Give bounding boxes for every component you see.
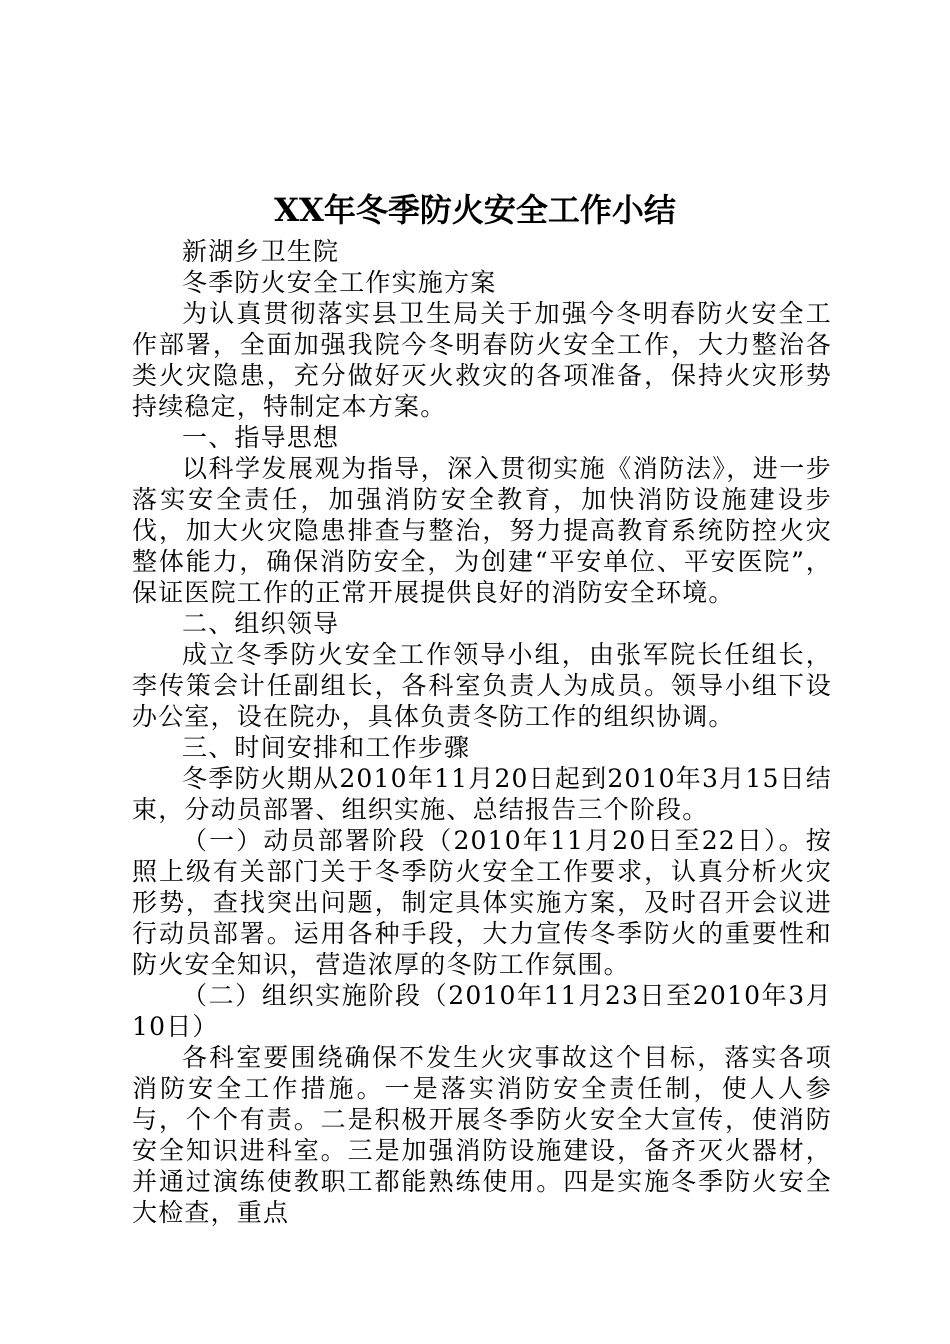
section-heading-leadership: 二、组织领导 (182, 609, 340, 638)
paragraph-phase-implementation-heading: （二）组织实施阶段（2010年11月23日至2010年3月10日） (132, 981, 832, 1041)
section-heading-schedule: 三、时间安排和工作步骤 (182, 733, 471, 762)
paragraph-organization: 新湖乡卫生院 (182, 237, 340, 266)
paragraph-phase-mobilization: （一）动员部署阶段（2010年11月20日至22日）。按照上级有关部门关于冬季防火安全工作要求，认真分析火灾形势，查找突出问题，制定具体实施方案，及时召开会议进行动员部署。运用各种手段，大力宣传冬季防火的重要性和防火安全知识，营造浓厚的冬防工作氛围。 (132, 826, 832, 979)
paragraph-plan-title: 冬季防火安全工作实施方案 (182, 268, 497, 297)
paragraph-schedule: 冬季防火期从2010年11月20日起到2010年3月15日结束，分动员部署、组织实施、总结报告三个阶段。 (132, 764, 832, 824)
paragraph-guiding-ideology: 以科学发展观为指导，深入贯彻实施《消防法》，进一步落实安全责任，加强消防安全教育，加快消防设施建设步伐，加大火灾隐患排查与整治，努力提高教育系统防控火灾整体能力，确保消防安全，为创建“平安单位、平安医院”，保证医院工作的正常开展提供良好的消防安全环境。 (132, 454, 832, 607)
paragraph-leadership: 成立冬季防火安全工作领导小组，由张军院长任组长，李传策会计任副组长，各科室负责人为成员。领导小组下设办公室，设在院办，具体负责冬防工作的组织协调。 (132, 640, 832, 731)
section-heading-guiding-ideology: 一、指导思想 (182, 423, 340, 452)
document-body (132, 236, 832, 1228)
paragraph-intro: 为认真贯彻落实县卫生局关于加强今冬明春防火安全工作部署，全面加强我院今冬明春防火安全工作，大力整治各类火灾隐患，充分做好灭火救灾的各项准备，保持火灾形势持续稳定，特制定本方案。 (132, 299, 832, 421)
document-title: XX年冬季防火安全工作小结 (274, 191, 676, 229)
paragraph-phase-implementation: 各科室要围绕确保不发生火灾事故这个目标，落实各项消防安全工作措施。一是落实消防安全责任制，使人人参与，个个有责。二是积极开展冬季防火安全大宣传，使消防安全知识进科室。三是加强消防设施建设，备齐灭火器材，并通过演练使教职工都能熟练使用。四是实施冬季防火安全大检查，重点 (132, 1043, 832, 1227)
